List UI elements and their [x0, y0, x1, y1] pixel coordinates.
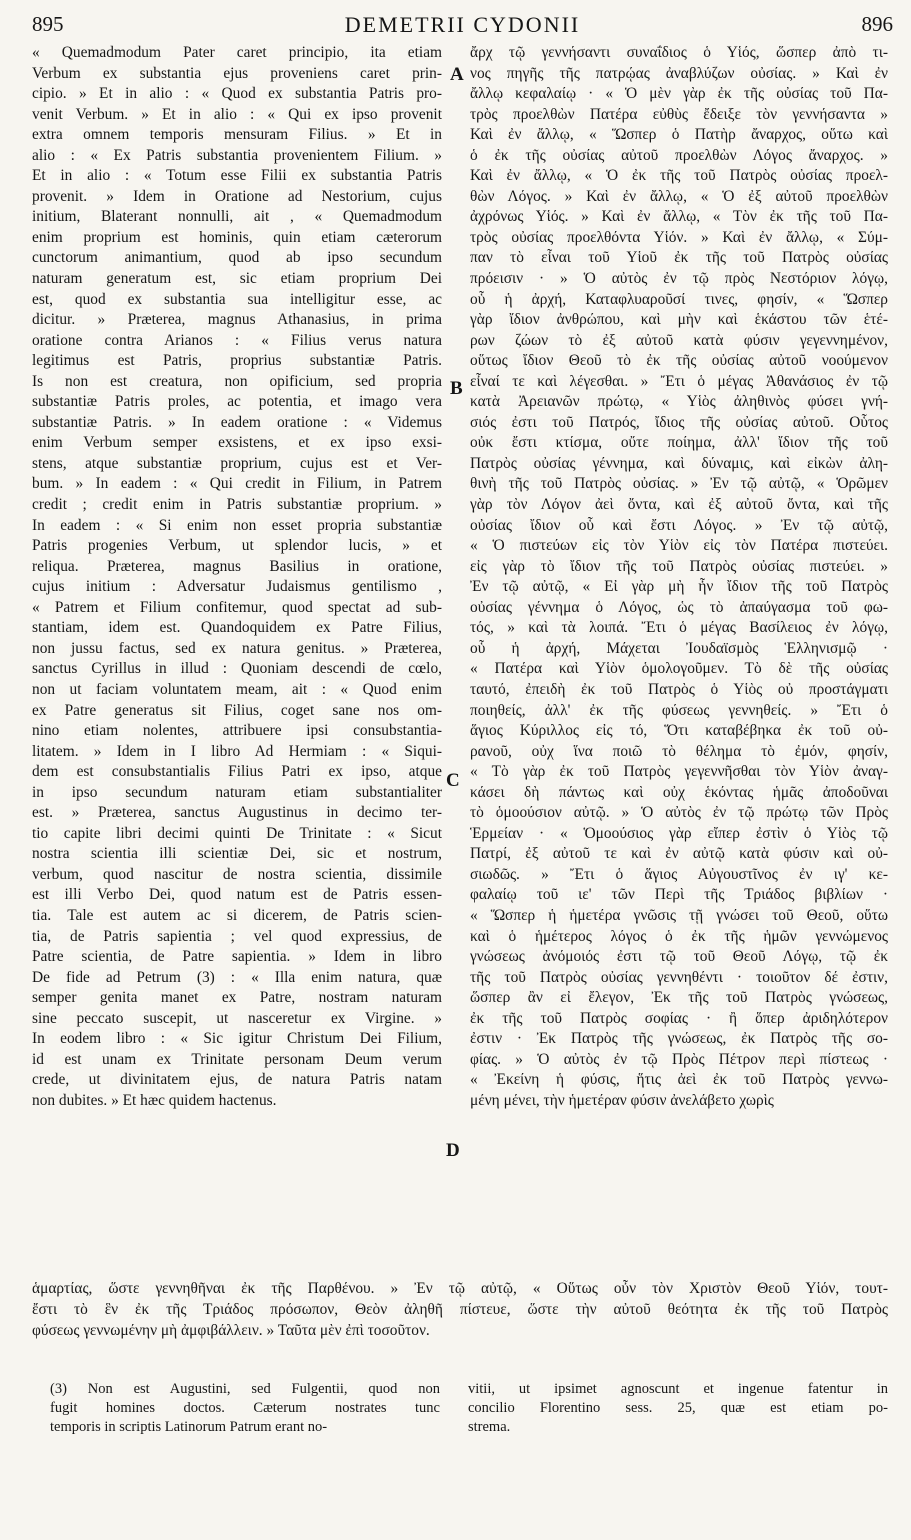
text-line: id est unam ex Trinitate personam Deum verum: [32, 1050, 442, 1068]
text-line: νος πηγῆς τῆς πατρῴας ἀναβλύζων οὐσίας. » Καὶ ἐν: [470, 64, 888, 82]
text-line: τός, » καὶ τὰ λοιπά. Ἔτι ὁ μέγας Βασίλειος ἐν λόγῳ,: [470, 619, 888, 637]
text-line: εἶναί τε καὶ λέγεσθαι. » Ἔτι ὁ μέγας Ἀθανάσιος ἐν τῷ: [470, 372, 888, 390]
page-number-right: 896: [861, 12, 893, 36]
text-line: σιωδῶς. » Ἔτι ὁ ἅγιος Αὐγουστῖνος ἐν ιγ' κε-: [470, 865, 888, 883]
text-line: Is non est creatura, non opificium, sed propria: [32, 372, 442, 390]
margin-marker-b: B: [450, 378, 463, 399]
text-line: nino etiam nolentes, attribuere ipsi consubstantia-: [32, 722, 442, 740]
text-line: substantiæ Patris proles, ac potentia, et imago vera: [32, 393, 442, 411]
text-line: non ut faciam voluntatem meam, ait : « Quod enim: [32, 680, 442, 698]
footnote-line: vitii, ut ipsimet agnoscunt et ingenue fatentur in: [468, 1381, 888, 1397]
text-line: ἁμαρτίας, ὥστε γεννηθῆναι ἐκ τῆς Παρθένου. » Ἐν τῷ αὐτῷ, « Οὕτως οὖν τὸν Χριστὸν Θεοῦ Υἱόν, τουτ-: [32, 1280, 888, 1297]
text-line: γνώσεως ἀνόμοιός ἐστι τῷ τοῦ Θεοῦ Λόγῳ, τῷ ἐκ: [470, 948, 888, 966]
footnote-line: fugit homines doctos. Cæterum nostrates tunc: [50, 1400, 440, 1416]
text-line: φαλαίῳ τοῦ ιε' τῶν Περὶ τῆς Τριάδος βιβλίων ·: [470, 886, 888, 904]
footnote-right: [468, 1380, 888, 1437]
text-line: Patris progenies Verbum, ut splendor lucis, » et: [32, 537, 442, 555]
text-line: oratione contra Arianos : « Filius verus natura: [32, 331, 442, 349]
footnote-line: (3) Non est Augustini, sed Fulgentii, quod non: [50, 1381, 440, 1397]
text-line: bum. » In eadem : « Qui credit in Filium, in Patrem: [32, 475, 442, 493]
text-line: σιός ἐστι τοῦ Πατρός, ἴδιος τῆς οὐσίας αὐτοῦ. Οὗτος: [470, 413, 888, 431]
text-line: dem est consubstantialis Filius Patri ex ipso, atque: [32, 763, 442, 781]
text-line: κάσει δὴ πάντως καὶ οὐχ ἑκόντας ἡμᾶς ἀποδοῦναι: [470, 783, 888, 801]
text-line: κατὰ Ἀρειανῶν πρώτῳ, « Υἱὸς ἀληθινὸς φύσει γνή-: [470, 393, 888, 411]
text-line: stantiam, idem est. Quandoquidem ex Patre Filius,: [32, 619, 442, 637]
text-line: ἄρχ τῷ γεννήσαντι συναΐδιος ὁ Υἱός, ὥσπερ ἀπὸ τι-: [470, 44, 888, 61]
text-line: « Patrem et Filium confitemur, quod spectat ad sub-: [32, 598, 442, 616]
page-header: [32, 10, 893, 44]
text-line: ex Patre generatus sit Filius, coget sane nos om-: [32, 701, 442, 719]
text-line: οὕτως ἴδιον Θεοῦ τὸ ἐκ τῆς οὐσίας αὐτοῦ νοούμενον: [470, 352, 888, 370]
text-line: enim Verbum semper exsistens, et ex ipso exsi-: [32, 434, 442, 452]
spanning-greek-text: [32, 1278, 888, 1341]
text-line: « Ὁ πιστεύων εἰς τὸν Υἱὸν εἰς τὸν Πατέρα πιστεύει.: [470, 537, 888, 555]
text-line: naturam generatum est, sic etiam proprium Dei: [32, 270, 442, 288]
text-line: « Ἐκείνη ἡ φύσις, ἥτις ἀεὶ ἐκ τοῦ Πατρὸς γεννω-: [470, 1071, 888, 1089]
text-line: « Quemadmodum Pater caret principio, ita etiam: [32, 44, 442, 61]
margin-marker-a: A: [450, 64, 464, 85]
text-line: venit Verbum. » Et in alio : « Qui ex ipso provenit: [32, 105, 442, 123]
text-line: γὰρ ἴδιον ἀνθρώπου, καὶ μὴν καὶ ἑκάστου τῶν ἑτέ-: [470, 311, 888, 329]
text-line: εἰς γὰρ τὸ ἴδιον τῆς τοῦ Πατρὸς οὐσίας πιστεύει. »: [470, 557, 888, 575]
text-line: nostra scientia illi scientiæ Dei, sic et nostrum,: [32, 845, 442, 863]
text-line: cujus initium : Adversatur Judaismus gentilismo ,: [32, 578, 442, 596]
text-line: παν τὸ εἶναι τοῦ Υἱοῦ ἐκ τῆς τοῦ Πατρὸς οὐσίας: [470, 249, 888, 267]
text-line: θὼν Λόγος. » Καὶ ἐν ἄλλῳ, « Ὁ ἐξ αὐτοῦ προελθὼν: [470, 187, 888, 205]
text-line: provenit. » Idem in Oratione ad Nestorium, cujus: [32, 187, 442, 205]
text-line: enim proprium est hominis, quin etiam cæterorum: [32, 228, 442, 246]
latin-column: [32, 43, 442, 1275]
text-line: dicitur. » Præterea, magnus Athanasius, in prima: [32, 311, 442, 329]
text-line: De fide ad Petrum (3) : « Illa enim natura, quæ: [32, 968, 442, 986]
text-line: stens, atque substantiæ proprium, cujus est et Ver-: [32, 454, 442, 472]
text-line: non dubites. » Et hæc quidem hactenus.: [32, 1091, 277, 1109]
text-line: reliqua. Præterea, magnus Basilius in oratione,: [32, 557, 442, 575]
text-line: tia, de Patris sapientia ; vel quod expressius, de: [32, 927, 442, 945]
text-line: litatem. » Idem in I libro Ad Hermiam : « Siqui-: [32, 742, 442, 760]
text-line: ὁ ἐκ τῆς οὐσίας αὐτοῦ προελθὼν Λόγος ἄναρχος. »: [470, 146, 888, 164]
text-line: ἀχρόνως Υἱός. » Καὶ ἐν ἄλλῳ, « Τὸν ἐκ τῆς τοῦ Πα-: [470, 208, 888, 226]
text-line: sine peccato suscepit, ut nasceretur ex Virgine. »: [32, 1009, 442, 1027]
text-line: in ipso secundum naturam etiam substantialiter: [32, 783, 442, 801]
running-title: DEMETRII CYDONII: [344, 12, 581, 37]
text-line: « Τὸ γὰρ ἐκ τοῦ Πατρὸς γεγεννῆσθαι τὸν Υἱὸν ἀναγ-: [470, 763, 888, 781]
text-line: ἔστι τὸ ἓν ἐκ τῆς Τριάδος πρόσωπον, Θεὸν ἀληθῆ πίστευε, ὥστε τὴν αὐτοῦ θεότητα ἐκ τῆς τοῦ Πατρὸς: [32, 1301, 888, 1318]
text-line: Καὶ ἐν ἄλλῳ, « Ὁ ἐκ τῆς τοῦ Πατρὸς οὐσίας προελ-: [470, 167, 888, 185]
text-line: ρανοῦ, οὐχ ἵνα ποιῶ τὸ θέλημα τὸ ἐμόν, φησίν,: [470, 742, 888, 760]
text-line: legitimus est Patris, proprius substantiæ Patris.: [32, 352, 442, 370]
text-line: Et in alio : « Totum esse Filii ex substantia Patris: [32, 167, 442, 185]
text-line: ἅγιος Κύριλλος εἰς τό, Ὅτι καταβέβηκα ἐκ τοῦ οὐ-: [470, 722, 888, 740]
text-line: initium, Blaterant nonnulli, ait , « Quemadmodum: [32, 208, 442, 226]
text-line: In eodem libro : « Sic igitur Christum Dei Filium,: [32, 1030, 442, 1048]
text-line: ὥσπερ ἂν εἰ ἔλεγον, Ἐκ τῆς τοῦ Πατρὸς γνώσεως,: [470, 989, 888, 1007]
text-line: cunctorum animantium, quod ab ipso secundum: [32, 249, 442, 267]
text-line: γὰρ τὸν Λόγον ἀεὶ ὄντα, καὶ ἐξ αὐτοῦ ὄντα, καὶ τῆς: [470, 496, 888, 514]
text-line: ἐστιν · Ἐκ Πατρὸς τῆς γνώσεως, ἐκ Πατρὸς τῆς σο-: [470, 1030, 888, 1048]
text-line: Verbum ex substantia ejus proveniens caret prin-: [32, 64, 442, 82]
footnote-line: concilio Florentino sess. 25, quæ est etiam po-: [468, 1400, 888, 1416]
text-line: « Ὥσπερ ἡ ἡμετέρα γνῶσις τῇ γνώσει τοῦ Θεοῦ, οὕτω: [470, 906, 888, 924]
text-line: ἄλλῳ κεφαλαίῳ · « Ὁ μὲν γὰρ ἐκ τῆς οὐσίας τοῦ Πα-: [470, 85, 888, 103]
text-line: est illi Verbo Dei, quod natum est de Patris essen-: [32, 886, 442, 904]
text-line: Ἑρμείαν · « Ὁμοούσιος γὰρ εἴπερ ἐστὶν ὁ Υἱὸς τῷ: [470, 824, 888, 842]
text-line: tia. Tale est autem ac si dicerem, de Patris scien-: [32, 906, 442, 924]
text-line: τὸ ὁμοούσιον αὐτῷ. » Ὁ αὐτὸς ἐν τῷ πρώτῳ τῶν Πρὸς: [470, 804, 888, 822]
text-line: τρὸς οὐσίας προελθόντα Υἱόν. » Καὶ ἐν ἄλλῳ, « Σύμ-: [470, 228, 888, 246]
text-line: tio capite libri decimi quinti De Trinitate : « Sicut: [32, 824, 442, 842]
text-line: sanctus Cyrillus in illud : Quoniam descendi de cœlo,: [32, 660, 442, 678]
text-line: Πατρί, ἐξ αὐτοῦ τε καὶ ἐν αὐτῷ κατὰ φύσιν καὶ οὐ-: [470, 845, 888, 863]
text-line: Ἐν τῷ αὐτῷ, « Εἰ γὰρ μὴ ἦν ἴδιον τῆς τοῦ Πατρὸς: [470, 578, 888, 596]
text-line: cipio. » Et in alio : « Quod ex substantia Patris pro-: [32, 85, 442, 103]
text-line: verbum, quod nascitur de nostra scientia, dissimile: [32, 865, 442, 883]
text-line: οὗ ἡ ἀρχή, Καταφλυαροῦσί τινες, φησίν, « Ὥσπερ: [470, 290, 888, 308]
text-line: καὶ ὁ ἡμέτερος λόγος ὁ ἐκ τῆς ἡμῶν γεννώμενος: [470, 927, 888, 945]
text-line: In eadem : « Si enim non esset propria substantiæ: [32, 516, 442, 534]
text-line: substantiæ Patris. » In eadem oratione : « Videmus: [32, 413, 442, 431]
text-line: non jussu factus, sed ex natura genitus. » Præterea,: [32, 639, 442, 657]
text-line: ποιηθείς, ἀλλ' ἐκ τῆς φύσεως γεννηθείς. » Ἔτι ὁ: [470, 701, 888, 719]
footnote-left: [50, 1380, 440, 1437]
text-line: Πατρὸς οὐσίας γέννημα, καὶ δύναμις, καὶ εἰκὼν ἀλη-: [470, 454, 888, 472]
text-line: Καὶ ἐν ἄλλῳ, « Ὥσπερ ὁ Πατὴρ ἄναρχος, οὕτω καὶ: [470, 126, 888, 144]
text-line: alio : « Ex Patris substantia provenientem Filium. »: [32, 146, 442, 164]
footnote-line: temporis in scriptis Latinorum Patrum erant no-: [50, 1419, 328, 1435]
greek-column: [470, 43, 888, 1275]
text-line: ταυτό, ἐπειδὴ ἐκ τοῦ Πατρὸς ὁ Υἱὸς οὐ προστάγματι: [470, 680, 888, 698]
text-line: τρὸς προελθὼν Πατέρα εὐθὺς ἔδειξε τὸν γεννήσαντα »: [470, 105, 888, 123]
page-number-left: 895: [32, 12, 64, 36]
text-line: οὐσίας γέννημα ὁ Λόγος, ὡς τὸ ἀπαύγασμα τοῦ φω-: [470, 598, 888, 616]
text-line: φύσεως γεννωμένην μὴ ἀμφιβάλλειν. » Ταῦτα μὲν ἐπὶ τοσοῦτον.: [32, 1322, 430, 1339]
text-line: est, quod ex substantia sua intelligitur esse, ac: [32, 290, 442, 308]
text-line: « Πατέρα καὶ Υἱὸν ὁμολογοῦμεν. Τὸ δὲ τῆς οὐσίας: [470, 660, 888, 678]
text-line: ἐκ τῆς τοῦ Πατρὸς σοφίας · ἢ ὅπερ ἀριδηλότερον: [470, 1009, 888, 1027]
text-line: φίας. » Ὁ αὐτὸς ἐν τῷ Πρὸς Πέτρον περὶ πίστεως ·: [470, 1050, 888, 1068]
footnote-line: strema.: [468, 1419, 511, 1435]
text-line: Patre scientia, de Patre sapientia. » Idem in libro: [32, 948, 442, 966]
text-line: credit ; credit enim in Patris substantiæ proprium. »: [32, 496, 442, 514]
text-line: τῆς τοῦ Πατρὸς οὐσίας γεννηθέντι · τοιοῦτον δέ ἐστιν,: [470, 968, 888, 986]
text-line: πρόεισιν · » Ὁ αὐτὸς ἐν τῷ πρὸς Νεστόριον λόγῳ,: [470, 270, 888, 288]
text-line: θινὴ τῆς τοῦ Πατρὸς οὐσίας. » Ἐν τῷ αὐτῷ, « Ὁρῶμεν: [470, 475, 888, 493]
margin-marker-d: D: [446, 1140, 460, 1161]
text-line: crede, ut divinitatem ejus, de natura Patris natam: [32, 1071, 442, 1089]
text-line: est. » Præterea, sanctus Augustinus in decimo ter-: [32, 804, 442, 822]
text-line: semper genita manet ex Patre, nostram naturam: [32, 989, 442, 1007]
text-line: οὐκ ἔστι κτίσμα, οὔτε ποίημα, ἀλλ' ἴδιον τῆς τοῦ: [470, 434, 888, 452]
text-line: μένη μένει, τὴν ἡμετέραν φύσιν ἀνελάβετο χωρὶς: [470, 1091, 774, 1109]
margin-marker-c: C: [446, 770, 460, 791]
text-line: οὗ ἡ ἀρχή, Μάχεται Ἰουδαϊσμὸς Ἑλληνισμῷ ·: [470, 639, 888, 657]
text-line: ρων ζώων τὸ ἐξ αὐτοῦ κατὰ φύσιν γεγεννημένον,: [470, 331, 888, 349]
text-line: extra omnem temporis mensuram Filius. » Et in: [32, 126, 442, 144]
text-line: οὐσίας ἴδιον οὗ καὶ ἔστι Λόγος. » Ἐν τῷ αὐτῷ,: [470, 516, 888, 534]
